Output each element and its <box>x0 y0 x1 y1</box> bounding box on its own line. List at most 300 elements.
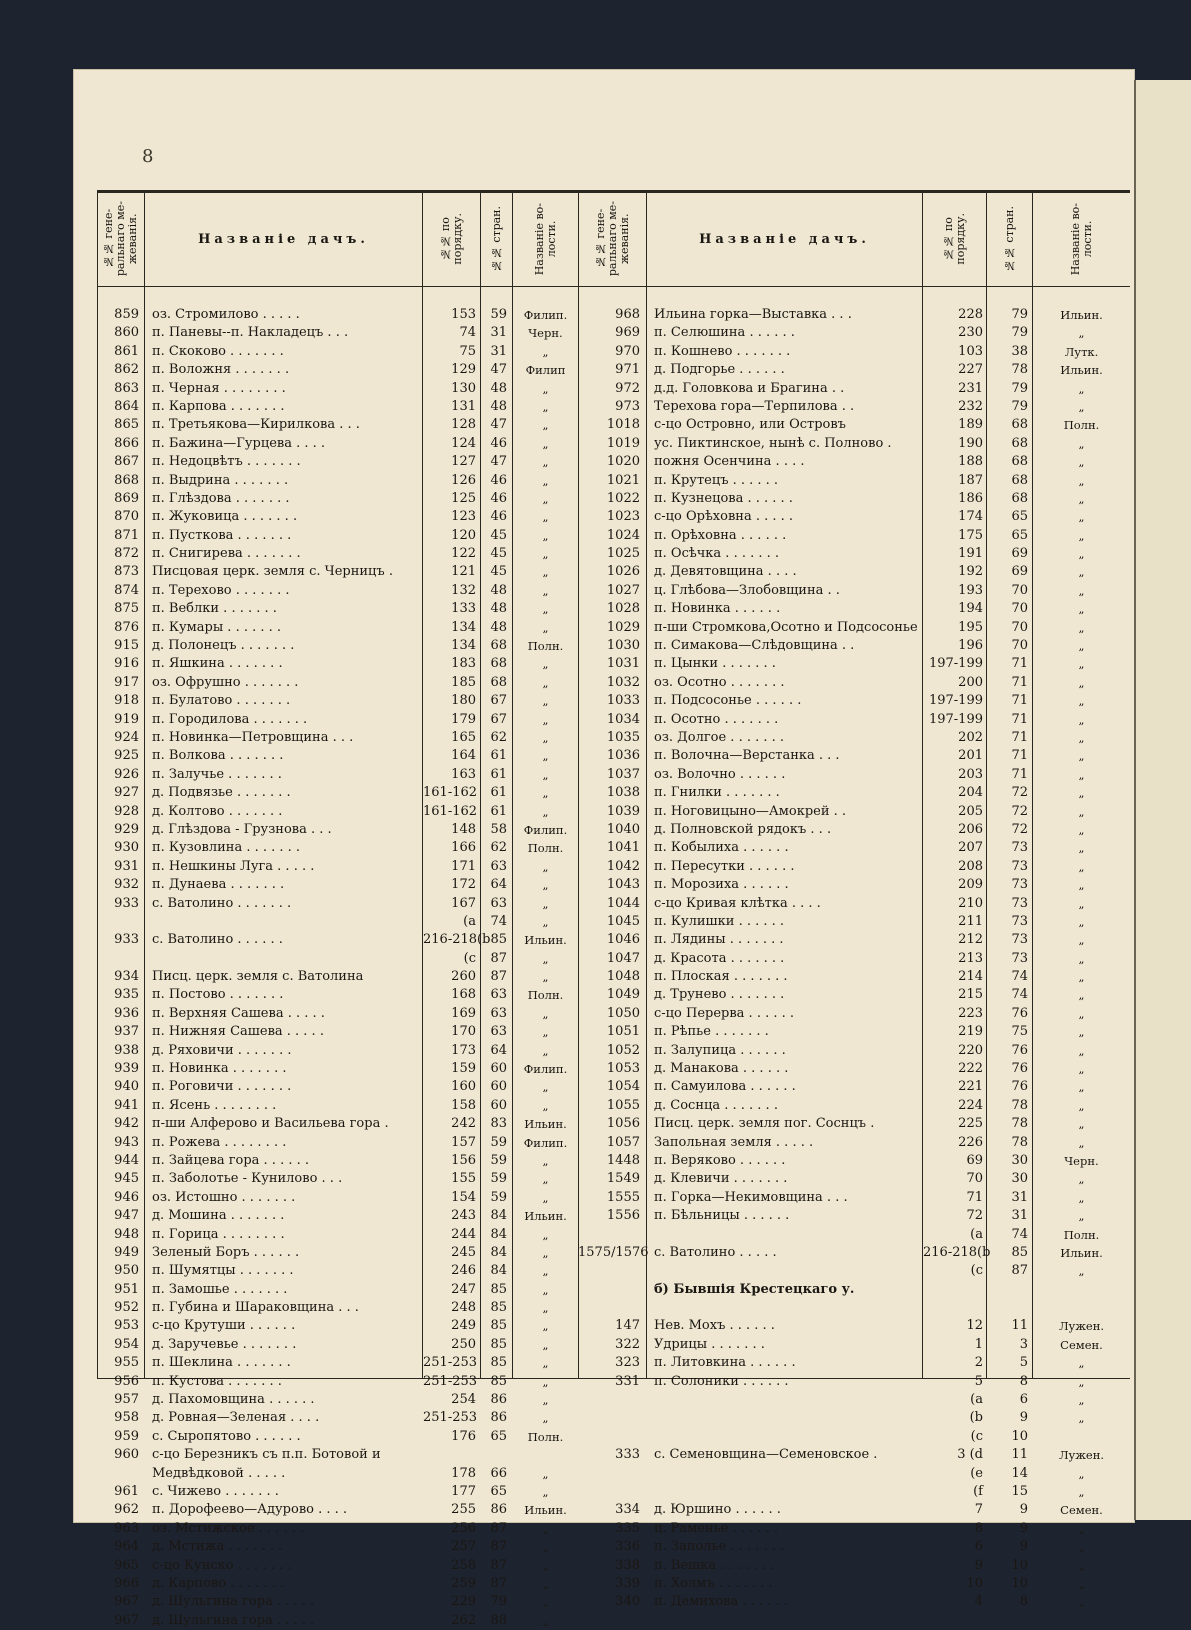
general-number: 861 <box>114 343 139 359</box>
volost-name: „ <box>1078 491 1085 506</box>
page-number-cell: 8 <box>1019 1594 1028 1610</box>
order-number: 158 <box>451 1097 476 1113</box>
volost-name: „ <box>1078 933 1085 948</box>
order-number: 126 <box>451 472 476 488</box>
order-number: 205 <box>958 803 983 819</box>
order-number: 196 <box>958 638 983 654</box>
page-number-cell: 47 <box>490 454 507 470</box>
table-row <box>97 472 578 490</box>
page-number-cell: 74 <box>1011 969 1028 985</box>
volost-name: „ <box>1078 639 1085 654</box>
table-row <box>97 1373 578 1391</box>
table-row <box>578 472 1130 490</box>
dacha-name: с-цо Орѣховна . . . . . <box>654 509 794 525</box>
table-row <box>97 692 578 710</box>
header-page-left <box>481 194 512 284</box>
page-number-cell: 63 <box>490 858 507 874</box>
dacha-name: оз. Волочно . . . . . . <box>654 766 786 782</box>
table-row <box>578 435 1130 453</box>
page-number-cell: 15 <box>1011 1484 1028 1499</box>
page-number-cell: 10 <box>1011 1575 1028 1591</box>
page-number-cell: 70 <box>1011 638 1028 654</box>
volost-name: „ <box>1078 988 1085 1003</box>
page-number-cell: 31 <box>490 343 507 359</box>
dacha-name: п. Шумятцы . . . . . . . <box>152 1263 294 1279</box>
header-page-text: №№ стран. <box>489 205 503 273</box>
order-number: 247 <box>451 1281 476 1297</box>
table-row <box>97 1501 578 1519</box>
general-number: 934 <box>114 969 139 985</box>
page-number-cell: 59 <box>490 1134 507 1150</box>
volost-name: „ <box>1078 786 1085 801</box>
page-number-cell: 71 <box>1011 693 1028 709</box>
order-number: 120 <box>451 527 476 543</box>
general-number: 941 <box>114 1097 139 1113</box>
general-number: 1026 <box>606 564 640 580</box>
page-number-cell: 8 <box>1019 1373 1028 1389</box>
page-number-cell: 63 <box>490 895 507 911</box>
table-row <box>578 747 1130 765</box>
volost-name: „ <box>542 1227 549 1242</box>
page-number-cell: 9 <box>1019 1502 1028 1518</box>
page-number-cell: 68 <box>1011 454 1028 470</box>
order-number: 201 <box>958 748 983 764</box>
order-number: 254 <box>451 1392 476 1408</box>
volost-name: „ <box>1078 1374 1085 1389</box>
volost-name: „ <box>1078 620 1085 635</box>
volost-name: Филип. <box>523 308 568 322</box>
order-number: 197-199 <box>928 656 983 672</box>
volost-name: „ <box>542 1245 549 1260</box>
general-number: 933 <box>114 932 139 948</box>
volost-name: „ <box>1078 1190 1085 1205</box>
page-number-cell: 86 <box>490 1502 507 1518</box>
order-number: 180 <box>451 693 476 709</box>
volost-name: „ <box>1078 859 1085 874</box>
general-number: 930 <box>114 840 139 856</box>
table-row <box>97 637 578 655</box>
table-row <box>578 858 1130 876</box>
general-number: 863 <box>114 380 139 396</box>
page-number-cell: 62 <box>490 840 507 856</box>
order-number: 206 <box>958 821 983 837</box>
volost-name: „ <box>1078 1540 1085 1555</box>
dacha-name: д. Подгорье . . . . . . <box>654 362 785 378</box>
volost-name: Ильин. <box>1060 1245 1103 1260</box>
volost-name: „ <box>1078 1080 1085 1095</box>
page-number-cell: 72 <box>1011 803 1028 819</box>
page-number-cell: 68 <box>1011 472 1028 488</box>
general-number: 323 <box>615 1355 640 1371</box>
volost-name: „ <box>1078 767 1085 782</box>
page-number-cell: 85 <box>490 1281 507 1297</box>
order-number: 153 <box>451 307 476 322</box>
volost-name: Семен. <box>1060 1337 1103 1352</box>
volost-name: „ <box>1078 399 1085 414</box>
dacha-name: п. Осотно . . . . . . . <box>654 711 779 727</box>
general-number: 951 <box>114 1281 139 1297</box>
table-row <box>97 986 578 1004</box>
dacha-name: п. Снигирева . . . . . . . <box>152 546 301 562</box>
general-number: 954 <box>114 1336 139 1352</box>
page-number-cell: 70 <box>1011 619 1028 635</box>
volost-name: Полн. <box>527 841 564 856</box>
order-number: (a <box>970 1392 983 1408</box>
table-row <box>578 1299 1130 1317</box>
general-number: 925 <box>114 748 139 764</box>
dacha-name: п. Кулишки . . . . . . <box>654 913 785 929</box>
dacha-name: п. Самуилова . . . . . . <box>654 1079 796 1095</box>
volost-name: „ <box>542 970 549 985</box>
order-number: (c <box>463 950 476 966</box>
dacha-name: п. Новинка . . . . . . . <box>152 1061 287 1077</box>
dacha-name: д. Шульгина гора . . . . . <box>152 1594 315 1610</box>
volost-name: Ильин. <box>1060 363 1103 378</box>
table-row <box>97 490 578 508</box>
table-row <box>97 1189 578 1207</box>
table-row <box>97 1465 578 1483</box>
dacha-name: п. Выдрина . . . . . . . <box>152 472 289 488</box>
page-number-cell: 84 <box>490 1263 507 1279</box>
header-order-text: №№ по порядку. <box>438 213 464 265</box>
page-number-cell: 60 <box>490 1061 507 1077</box>
volost-name: „ <box>542 1006 549 1021</box>
page-number-cell: 86 <box>490 1410 507 1426</box>
table-row <box>578 729 1130 747</box>
volost-name: „ <box>1078 1576 1085 1591</box>
dacha-name: с-цо Кунско . . . . . . . <box>152 1557 292 1573</box>
volost-name: „ <box>1078 602 1085 617</box>
table-row <box>97 821 578 839</box>
page-number-cell: 69 <box>1011 564 1028 580</box>
volost-name: „ <box>542 1595 549 1610</box>
page-number-cell: 59 <box>490 1171 507 1187</box>
general-number: 917 <box>114 674 139 690</box>
table-row <box>578 582 1130 600</box>
header-volost-text: Названіе во- лости. <box>1068 202 1094 276</box>
volost-name: „ <box>542 1025 549 1040</box>
order-number: 208 <box>958 858 983 874</box>
order-number: 219 <box>958 1024 983 1040</box>
volost-name: Филип. <box>523 1062 568 1077</box>
volost-name: „ <box>542 749 549 764</box>
table-row <box>97 416 578 434</box>
page-number: 8 <box>142 146 154 167</box>
general-number: 1032 <box>606 674 640 690</box>
volost-name: „ <box>542 528 549 543</box>
general-number: 916 <box>114 656 139 672</box>
volost-name: Ильин. <box>524 933 567 948</box>
order-number: 1 <box>974 1336 983 1352</box>
volost-name: Филип <box>525 363 566 378</box>
table-row <box>97 508 578 526</box>
general-number: 1030 <box>606 638 640 654</box>
order-number: 176 <box>451 1428 476 1444</box>
page-number-cell: 78 <box>1011 362 1028 378</box>
order-number: 171 <box>451 858 476 874</box>
dacha-name: п. Глѣздова . . . . . . . <box>152 490 290 506</box>
dacha-name: п. Веряково . . . . . . <box>654 1152 786 1168</box>
page-number-cell: 79 <box>1011 380 1028 396</box>
table-row <box>97 1078 578 1096</box>
general-number: 950 <box>114 1263 139 1279</box>
order-number: 122 <box>451 546 476 562</box>
order-number: 197-199 <box>928 711 983 727</box>
table-row <box>97 527 578 545</box>
dacha-name: п. Литовкина . . . . . . <box>654 1355 796 1371</box>
table-row <box>578 913 1130 931</box>
order-number: 242 <box>451 1116 476 1132</box>
table-row <box>97 1391 578 1409</box>
page-number-cell: 76 <box>1011 1061 1028 1077</box>
volost-name: „ <box>542 1485 549 1499</box>
dacha-name: с-цо Березникъ съ п.п. Ботовой и <box>152 1447 381 1463</box>
table-row <box>97 729 578 747</box>
page-number-cell: 67 <box>490 693 507 709</box>
dacha-name: д. Заручевье . . . . . . . <box>152 1336 297 1352</box>
dacha-name: п. Губина и Шараковщина . . . <box>152 1300 359 1316</box>
dacha-name: д. Карпово . . . . . . . <box>152 1575 284 1591</box>
order-number: 190 <box>958 435 983 451</box>
volost-name: „ <box>542 399 549 414</box>
volost-name: Лужен. <box>1058 1448 1105 1463</box>
table-row <box>578 1060 1130 1078</box>
dacha-name: п. Осѣчка . . . . . . . <box>654 546 780 562</box>
table-row <box>97 1593 578 1611</box>
table-row <box>578 1336 1130 1354</box>
right-table-body <box>578 306 1130 1612</box>
table-row <box>578 950 1130 968</box>
general-number: 970 <box>615 343 640 359</box>
table-row <box>578 1097 1130 1115</box>
volost-name: „ <box>1078 1411 1085 1426</box>
page-number-cell: 58 <box>490 821 507 837</box>
page-number-cell: 71 <box>1011 766 1028 782</box>
volost-name: „ <box>542 1393 549 1408</box>
general-number: 1575/1576 <box>578 1244 649 1260</box>
order-number: 5 <box>974 1373 983 1389</box>
order-number: 210 <box>958 895 983 911</box>
volost-name: „ <box>1078 1558 1085 1573</box>
table-row <box>97 1575 578 1593</box>
header-general-text: №№ гене- ральнаго ме- жеванія. <box>593 201 631 277</box>
table-row <box>578 674 1130 692</box>
volost-name: „ <box>1078 914 1085 929</box>
general-number: 860 <box>114 325 139 341</box>
page-number-cell: 75 <box>1011 1024 1028 1040</box>
order-number: 121 <box>451 564 476 580</box>
dacha-name: Запольная земля . . . . . <box>654 1134 814 1150</box>
page-number-cell: 38 <box>1011 343 1028 359</box>
page-number-cell: 87 <box>490 1520 507 1536</box>
page-number-cell: 76 <box>1011 1005 1028 1021</box>
order-number: 262 <box>451 1612 476 1628</box>
order-number: (f <box>973 1484 983 1499</box>
volost-name: Полн. <box>1063 1227 1100 1242</box>
dacha-name: п. Холмъ . . . . . . . <box>654 1575 773 1591</box>
order-number: 232 <box>958 398 983 414</box>
page-number-cell: 87 <box>490 1539 507 1555</box>
order-number: 70 <box>966 1171 983 1187</box>
page-number-cell: 30 <box>1011 1152 1028 1168</box>
dacha-name: б) Бывшія Крестецкаго у. <box>654 1281 855 1297</box>
general-number: 1024 <box>606 527 640 543</box>
volost-name: „ <box>1078 951 1085 966</box>
table-row <box>578 711 1130 729</box>
general-number: 1038 <box>606 785 640 801</box>
order-number: (c <box>970 1263 983 1279</box>
page-number-cell: 65 <box>1011 509 1028 525</box>
general-number: 1039 <box>606 803 640 819</box>
order-number: 4 <box>974 1594 983 1610</box>
general-number: 1023 <box>606 509 640 525</box>
table-row <box>578 1005 1130 1023</box>
table-row <box>578 1354 1130 1372</box>
order-number: 200 <box>958 674 983 690</box>
dacha-name: с-цо Островно, или Островъ <box>654 417 846 433</box>
page-number-cell: 60 <box>490 1097 507 1113</box>
table-row <box>578 1557 1130 1575</box>
order-number: 225 <box>958 1116 983 1132</box>
volost-name: Черн. <box>528 326 563 341</box>
dacha-name: п. Бѣльницы . . . . . . <box>654 1208 790 1224</box>
general-number: 1027 <box>606 582 640 598</box>
general-number: 955 <box>114 1355 139 1371</box>
dacha-name: п. Крутецъ . . . . . . <box>654 472 779 488</box>
page-number-cell: 71 <box>1011 729 1028 745</box>
general-number: 1020 <box>606 454 640 470</box>
dacha-name: п. Карпова . . . . . . . <box>152 398 285 414</box>
order-number: 214 <box>958 969 983 985</box>
volost-name: „ <box>542 1172 549 1187</box>
table-row <box>578 1465 1130 1483</box>
volost-name: „ <box>542 344 549 359</box>
dacha-name: п. Зайцева гора . . . . . . <box>152 1152 309 1168</box>
volost-name: „ <box>542 565 549 580</box>
general-number: 1051 <box>606 1024 640 1040</box>
dacha-name: п. Терехово . . . . . . . <box>152 582 290 598</box>
page-number-cell: 9 <box>1019 1520 1028 1536</box>
dacha-name: оз. Долгое . . . . . . . <box>654 729 785 745</box>
volost-name: Ильин. <box>1060 308 1103 322</box>
page-number-cell: 59 <box>490 1152 507 1168</box>
table-row <box>578 619 1130 637</box>
general-number: 968 <box>615 307 640 322</box>
dacha-name: д. Трунево . . . . . . . <box>654 987 785 1003</box>
header-general-text: №№ гене- ральнаго ме- жеванія. <box>102 201 139 277</box>
page-number-cell: 78 <box>1011 1134 1028 1150</box>
general-number: 1033 <box>606 693 640 709</box>
page-number-cell: 48 <box>490 398 507 414</box>
table-row <box>97 1612 578 1630</box>
page-number-cell: 3 <box>1019 1336 1028 1352</box>
page-number-cell: 87 <box>490 1557 507 1573</box>
order-number: 228 <box>958 307 983 322</box>
dacha-name: п. Селюшина . . . . . . <box>654 325 795 341</box>
order-number: 133 <box>451 601 476 617</box>
volost-name: „ <box>542 455 549 470</box>
general-number: 1050 <box>606 1005 640 1021</box>
general-number: 1045 <box>606 913 640 929</box>
header-page-text: №№ стран. <box>1002 205 1016 273</box>
dacha-name: д. Девятовщина . . . . <box>654 564 797 580</box>
general-number: 1036 <box>606 748 640 764</box>
table-row <box>578 324 1130 342</box>
order-number: 170 <box>451 1024 476 1040</box>
page-number-cell: 83 <box>490 1116 507 1132</box>
dacha-name: с-цо Перерва . . . . . . <box>654 1005 795 1021</box>
order-number: 212 <box>958 932 983 948</box>
table-row <box>97 619 578 637</box>
header-name-right <box>647 194 922 284</box>
general-number: 868 <box>114 472 139 488</box>
order-number: 224 <box>958 1097 983 1113</box>
ledger-page <box>74 70 1134 1628</box>
page-number-cell: 45 <box>490 527 507 543</box>
volost-name: „ <box>542 1521 549 1536</box>
general-number: 339 <box>615 1575 640 1591</box>
table-row <box>578 343 1130 361</box>
page-number-cell: 70 <box>1011 601 1028 617</box>
table-row <box>97 1446 578 1464</box>
volost-name: Черн. <box>1064 1153 1099 1168</box>
dacha-name: п. Городилова . . . . . . . <box>152 711 308 727</box>
order-number: 229 <box>451 1594 476 1610</box>
left-table-body <box>97 306 578 1630</box>
dacha-name: д. Шульгина гора . . . . . <box>152 1612 315 1628</box>
general-number: 1031 <box>606 656 640 672</box>
volost-name: „ <box>542 1411 549 1426</box>
page-number-cell: 85 <box>490 1336 507 1352</box>
page-number-cell: 70 <box>1011 582 1028 598</box>
volost-name: Семен. <box>1060 1503 1103 1518</box>
table-row <box>578 1078 1130 1096</box>
dacha-name: п. Шеклина . . . . . . . <box>152 1355 291 1371</box>
dacha-name: п. Залупица . . . . . . <box>654 1042 786 1058</box>
general-number: 1040 <box>606 821 640 837</box>
general-number: 962 <box>114 1502 139 1518</box>
order-number: 245 <box>451 1244 476 1260</box>
order-number: 125 <box>451 490 476 506</box>
volost-name: „ <box>1078 473 1085 488</box>
page-number-cell: 74 <box>1011 1226 1028 1242</box>
table-row <box>578 1501 1130 1519</box>
general-number: 949 <box>114 1244 139 1260</box>
table-row <box>97 913 578 931</box>
table-row <box>578 1207 1130 1225</box>
page-number-cell: 46 <box>490 490 507 506</box>
volost-name: „ <box>542 896 549 911</box>
dacha-name: д. Полонецъ . . . . . . . <box>152 638 295 654</box>
order-number: 127 <box>451 454 476 470</box>
table-row <box>97 1262 578 1280</box>
page-number-cell: 5 <box>1019 1355 1028 1371</box>
general-number: 929 <box>114 821 139 837</box>
page-number-cell: 79 <box>490 1594 507 1610</box>
general-number: 960 <box>114 1447 139 1463</box>
table-row <box>97 1060 578 1078</box>
general-number: 1021 <box>606 472 640 488</box>
table-row <box>97 1244 578 1262</box>
dacha-name: п. Рожева . . . . . . . . <box>152 1134 287 1150</box>
page-number-cell: 72 <box>1011 785 1028 801</box>
page-number-cell: 73 <box>1011 858 1028 874</box>
general-number: 953 <box>114 1318 139 1334</box>
dacha-name: п. Паневы--п. Накладецъ . . . <box>152 325 349 341</box>
table-row <box>97 1023 578 1041</box>
table-row <box>97 747 578 765</box>
page-number-cell: 73 <box>1011 932 1028 948</box>
